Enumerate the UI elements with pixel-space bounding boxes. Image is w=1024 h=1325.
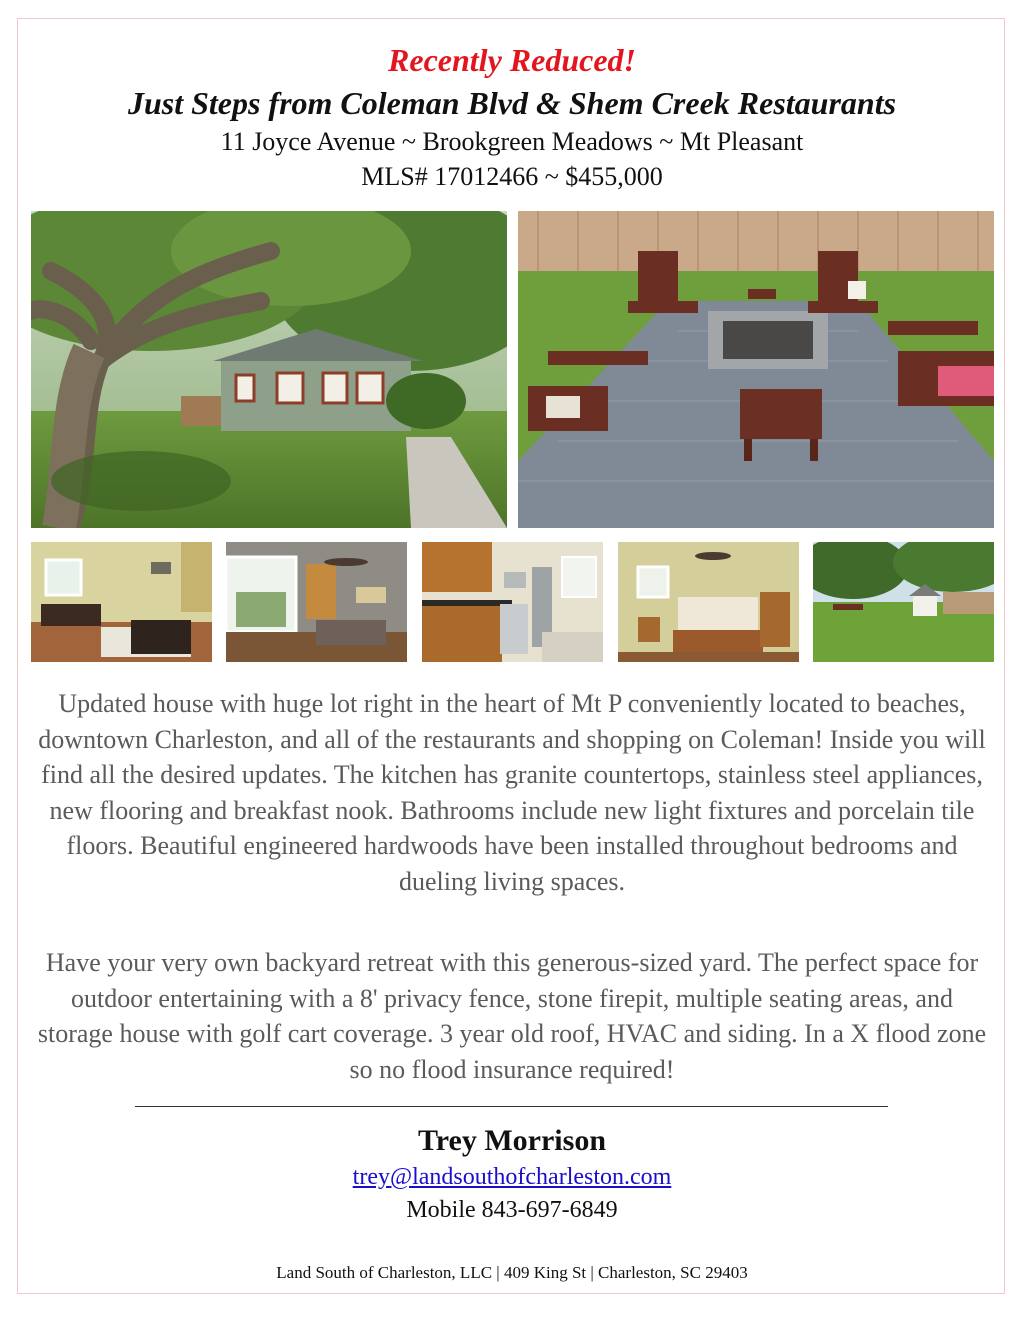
divider-line (135, 1106, 888, 1107)
house-exterior-photo (31, 211, 507, 528)
mls-and-price: MLS# 17012466 ~ $455,000 (361, 162, 663, 191)
agent-name: Trey Morrison (417, 1124, 606, 1157)
agent-phone: Mobile 843-697-6849 (406, 1197, 618, 1223)
living-room-thumbnail (31, 542, 212, 662)
kitchen-thumbnail (422, 542, 603, 662)
listing-address: 11 Joyce Avenue ~ Brookgreen Meadows ~ Mt Pleasant (220, 127, 804, 156)
description-paragraph-interior: Updated house with huge lot right in the heart of Mt P conveniently located to beaches, downtown Charleston, and all of the restaurants and shopping on Coleman! Inside you will find all the desired updates. The kitchen has granite countertops, stainless steel appliances, new flooring and breakfast nook. Bathrooms include new light fixtures and porcelain tile floors. Beautiful engineered hardwoods have been installed throughout bedrooms and dueling living spaces. (38, 689, 986, 896)
listing-title: Just Steps from Coleman Blvd & Shem Creek Restaurants (127, 85, 897, 121)
agent-email-container (0, 1162, 1024, 1192)
backyard-lawn-thumbnail (813, 542, 994, 662)
backyard-firepit-photo (518, 211, 994, 528)
bedroom-thumbnail (618, 542, 799, 662)
footer-company-info: Land South of Charleston, LLC | 409 King St | Charleston, SC 29403 (276, 1263, 748, 1282)
family-room-thumbnail (226, 542, 407, 662)
recently-reduced-badge: Recently Reduced! (388, 42, 636, 78)
description-paragraph-backyard: Have your very own backyard retreat with this generous-sized yard. The perfect space for outdoor entertaining with a 8' privacy fence, stone firepit, multiple seating areas, and storage house with golf cart coverage. 3 year old roof, HVAC and siding. In a X flood zone so no flood insurance required! (37, 948, 987, 1084)
agent-email-link[interactable]: trey@landsouthofcharleston.com (352, 1164, 672, 1190)
